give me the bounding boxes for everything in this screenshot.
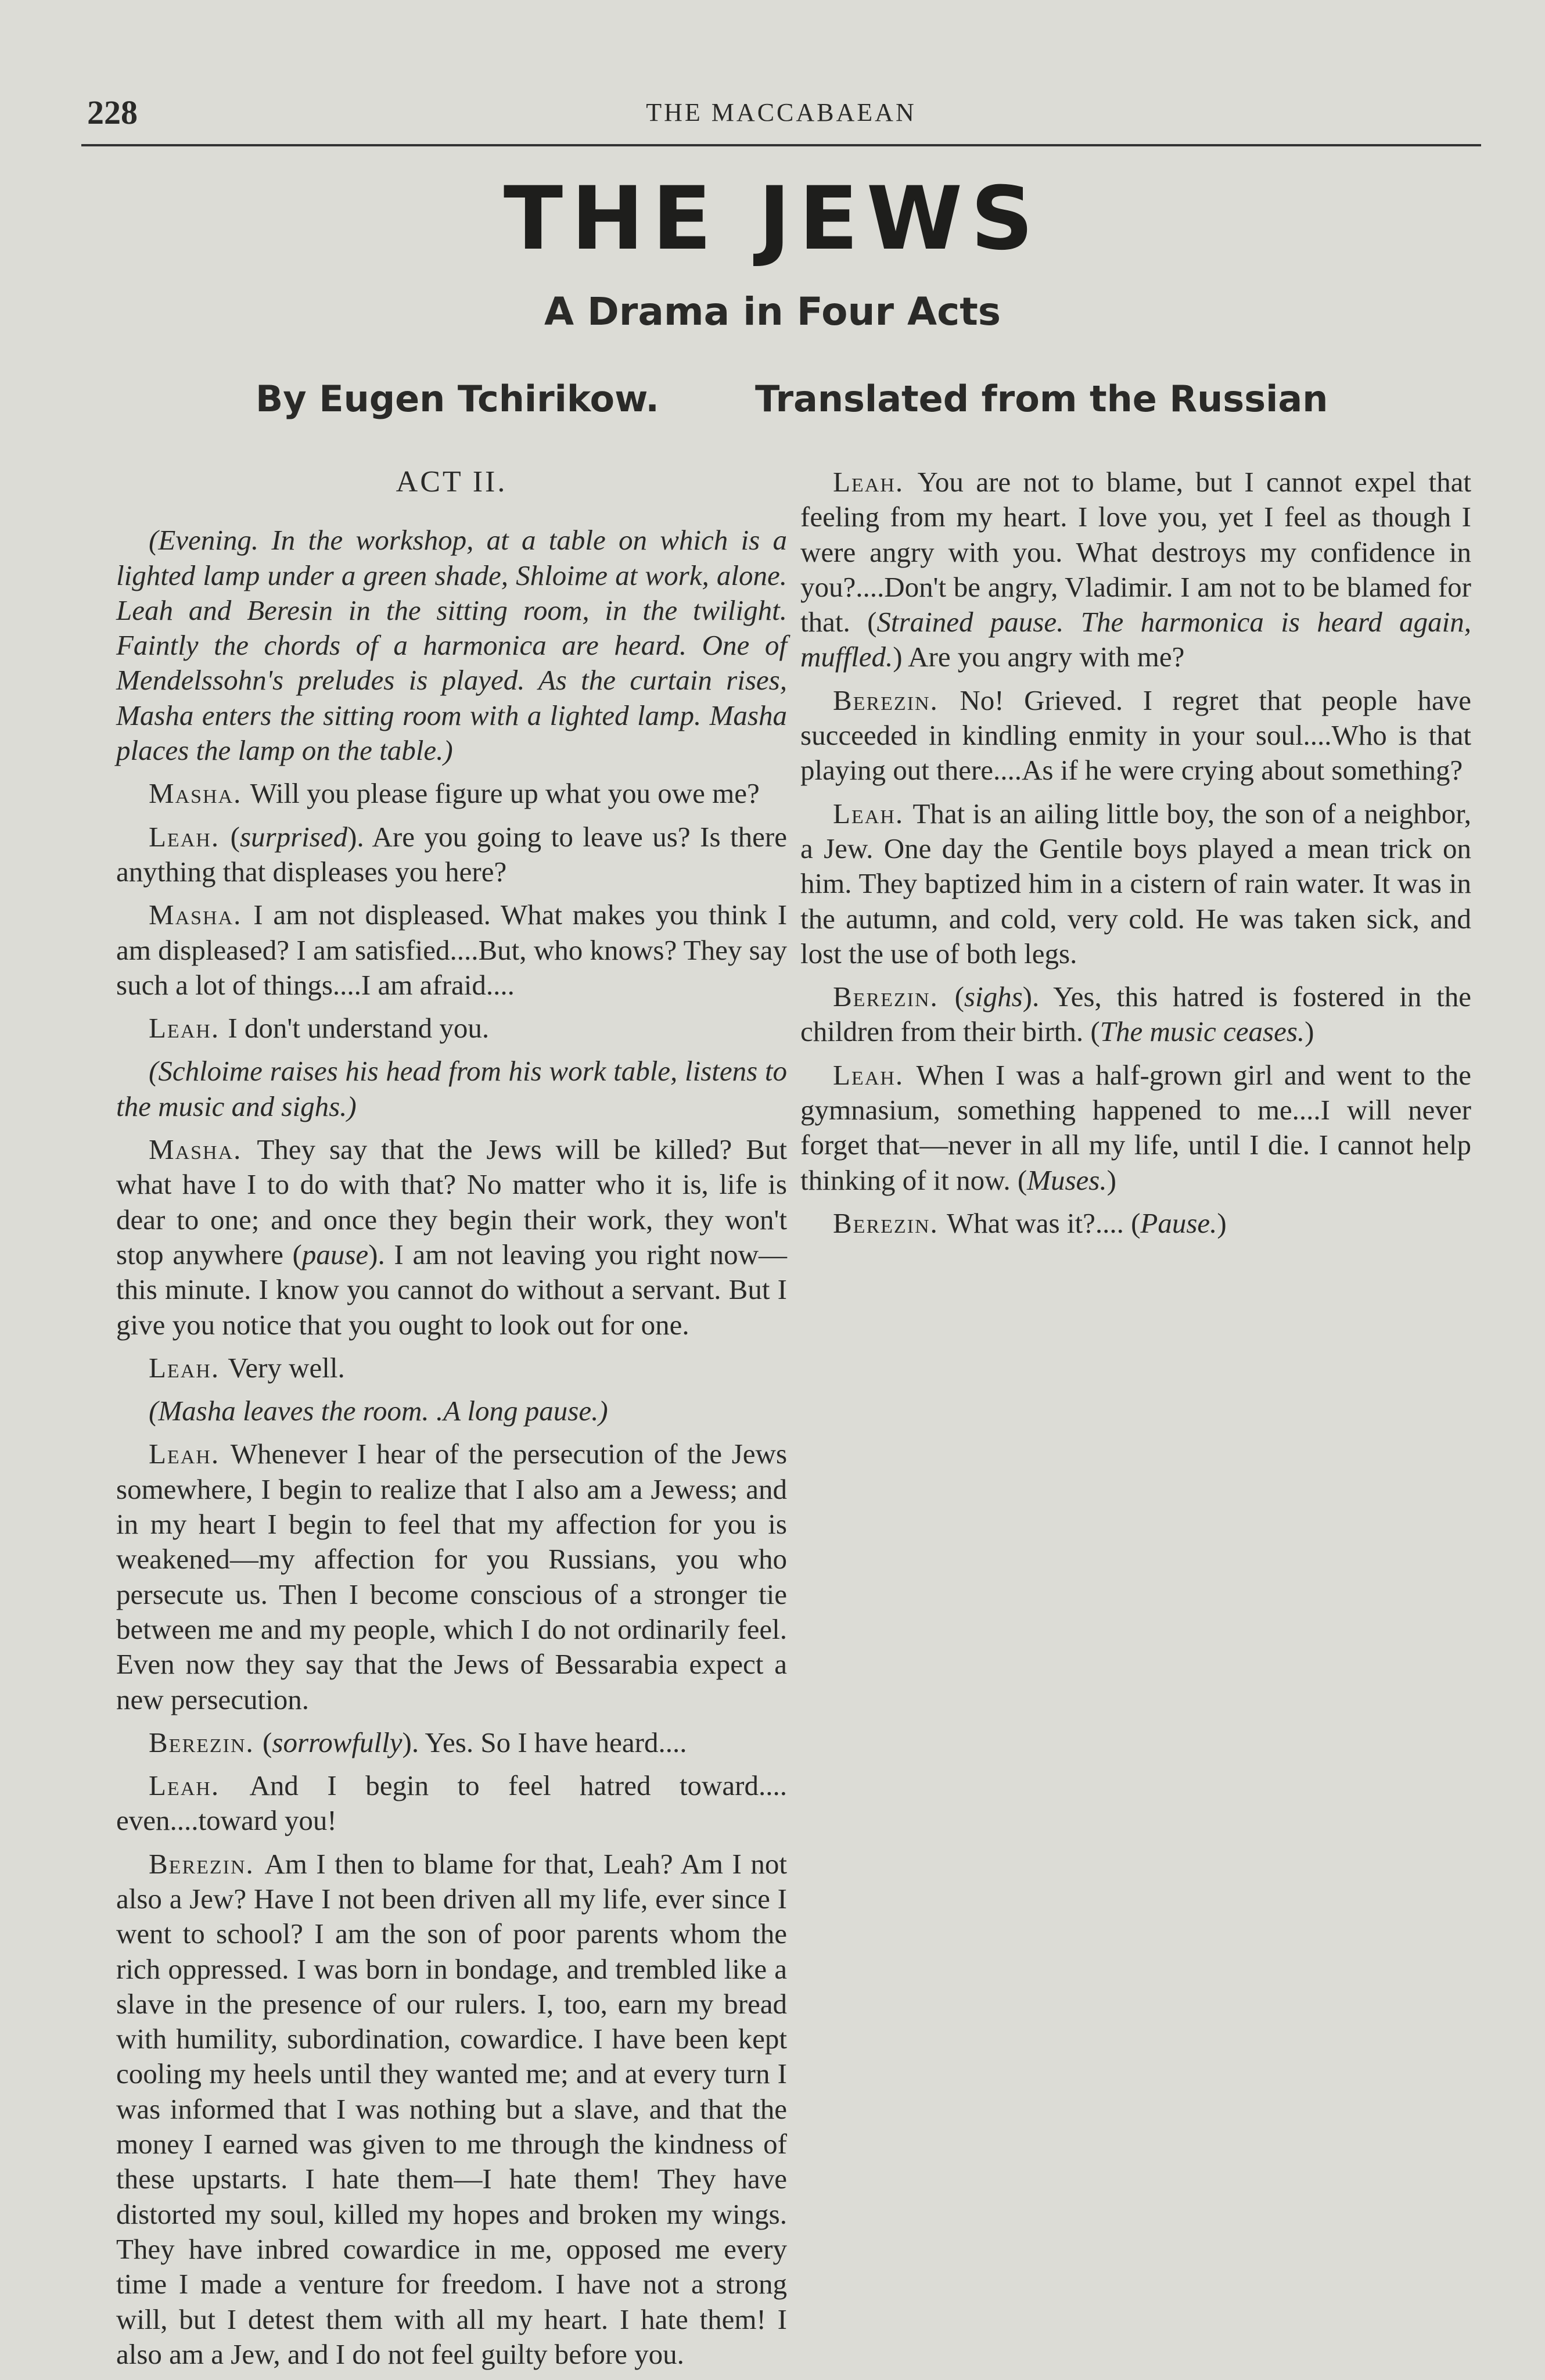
dialogue-text: They say that the Jews will be killed? But what have I to do with that? No matter who it is, life is dear to one; and once they begin their work, they won't stop anywhere: [116, 1133, 788, 1270]
journal-name: THE MACCABAEAN: [646, 98, 917, 127]
speaker-name: Masha .: [149, 899, 253, 931]
dialogue-paragraph: [116, 1768, 787, 1839]
inline-direction: ( Pause. ): [1131, 1207, 1227, 1239]
inline-direction: ( surprised ): [231, 821, 357, 853]
author: By Eugen Tchirikow.: [256, 378, 659, 420]
right-column: [800, 465, 1471, 1249]
dialogue-paragraph: [800, 683, 1471, 788]
article-title: THE JEWS: [503, 168, 1042, 270]
dialogue-text: You are not to blame, but I cannot expel that feeling from my heart. I love you, yet I feel as though I were angry with you. What destroys my confidence in you?....Don't be angry, Vladimir. I am not to be blamed for that.: [800, 466, 1471, 638]
dialogue-paragraph: [800, 1206, 1471, 1241]
speaker-name: Berezin .: [149, 1726, 263, 1758]
dialogue-text: Very well.: [228, 1351, 345, 1384]
dialogue-text: . Yes, this hatred is fostered in the children from their birth.: [800, 981, 1471, 1048]
stage-direction: (Evening. In the workshop, at a table on which is a lighted lamp under a green shade, Shloime at work, alone. Leah and Beresin in the sitting room, in the twilight. Faintly the chords of a harmonica are heard. One of Mendelssohn's preludes is played. As the curtain rises, Masha enters the sitting room with a lighted lamp. Masha places the lamp on the table.): [116, 524, 787, 767]
speaker-name: Masha .: [149, 777, 250, 809]
speaker-name: Berezin .: [833, 684, 960, 716]
dialogue-paragraph: [800, 1058, 1471, 1198]
article-subtitle: A Drama in Four Acts: [544, 289, 1001, 334]
speaker-name: Leah .: [149, 1352, 228, 1384]
dialogue-text: . I am not leaving you right now—this minute. I know you cannot do without a servant. But I give you notice that you ought to look out for one.: [116, 1238, 787, 1341]
stage-direction: (Masha leaves the room. .A long pause.): [149, 1395, 608, 1427]
dialogue-text: When I was a half-grown girl and went to the gymnasium, something happened to me....I will never forget that—never in all my life, until I die. I cannot help thinking of it now.: [800, 1058, 1471, 1196]
dialogue-text: . Yes. So I have heard....: [411, 1726, 687, 1758]
inline-direction: ( Muses. ): [1018, 1164, 1116, 1196]
dialogue-text: Whenever I hear of the persecution of the Jews somewhere, I begin to realize that I also am a Jewess; and in my heart I begin to feel that my affection for you is weakened—my affection for you Russians, you who persecute us. Then I become conscious of a stronger tie between me and my people, which I do not ordinarily feel. Even now they say that the Jews of Bessarabia expect a new persecution.: [116, 1438, 788, 1715]
left-column: [116, 465, 787, 2380]
speaker-name: Leah .: [149, 1769, 250, 1801]
dialogue-text: I am not displeased. What makes you think I am displeased? I am satisfied....But, who knows? They say such a lot of things....I am afraid....: [116, 899, 788, 1001]
stage-direction: (Schloime raises his head from his work table, listens to the music and sighs.): [116, 1055, 787, 1122]
dialogue-text: I don't understand you.: [228, 1012, 490, 1044]
inline-direction: ( The music ceases. ): [1090, 1015, 1314, 1047]
dialogue-text: No! Grieved. I regret that people have succeeded in kindling enmity in your soul....Who is that playing out there....As if he were crying about something?: [800, 684, 1471, 787]
dialogue-paragraph: [116, 1437, 787, 1717]
dialogue-paragraph: [116, 1725, 787, 1760]
dialogue-text: . Are you going to leave us? Is there anything that displeases you here?: [116, 820, 787, 888]
inline-direction: ( sighs ): [955, 981, 1032, 1013]
speaker-name: Berezin .: [833, 981, 955, 1013]
inline-direction: ( pause ): [293, 1239, 378, 1270]
speaker-name: Leah .: [833, 1059, 916, 1091]
speaker-name: Berezin .: [833, 1207, 947, 1239]
speaker-name: Leah .: [149, 821, 231, 853]
dialogue-paragraph: [800, 796, 1471, 971]
page-number: 228: [87, 94, 138, 131]
inline-direction: ( Strained pause. The harmonica is heard again, muffled. ): [800, 606, 1471, 673]
speaker-name: Berezin .: [149, 1848, 264, 1880]
dialogue-text: What was it?....: [947, 1207, 1131, 1239]
dialogue-text: Am I then to blame for that, Leah? Am I not also a Jew? Have I not been driven all my life, ever since I went to school? I am the son of poor parents whom the rich oppressed. I was born in bondage, and trembled like a slave in the presence of our rulers. I, too, earn my bread with humility, subordination, cowardice. I have been kept cooling my heels until they wanted me; and at every turn I was informed that I was nothing but a slave, and that the money I earned was given to me through the kindness of these upstarts. I hate them—I hate them! They have distorted my soul, killed my hopes and broken my wings. They have inbred cowardice in me, opposed me every time I made a venture for freedom. I have not a strong will, but I detest them with all my heart. I hate them! I also am a Jew, and I do not feel guilty before you.: [116, 1847, 787, 2370]
translation-note: Translated from the Russian: [755, 378, 1328, 420]
dialogue-text: And I begin to feel hatred toward.... even....toward you!: [116, 1769, 788, 1837]
dialogue-paragraph: [116, 1011, 787, 1046]
byline: [256, 378, 1417, 430]
dialogue-paragraph: [116, 820, 787, 890]
header-rule: [81, 144, 1481, 146]
dialogue-paragraph: [800, 465, 1471, 675]
dialogue-paragraph: [800, 979, 1471, 1050]
dialogue-text: Are you angry with me?: [902, 641, 1185, 673]
act-heading: ACT II.: [396, 465, 508, 498]
speaker-name: Leah .: [833, 798, 912, 830]
inline-direction: ( sorrowfully ): [263, 1726, 412, 1758]
dialogue-text: That is an ailing little boy, the son of a neighbor, a Jew. One day the Gentile boys played a mean trick on him. They baptized him in a cistern of rain water. It was in the autumn, and cold, very cold. He was taken sick, and lost the use of both legs.: [800, 797, 1471, 970]
running-header: [81, 93, 1481, 146]
speaker-name: Leah .: [149, 1438, 231, 1470]
dialogue-paragraph: [116, 1132, 787, 1342]
dialogue-paragraph: [116, 1351, 787, 1385]
dialogue-paragraph: [116, 776, 787, 811]
speaker-name: Leah .: [149, 1012, 228, 1044]
speaker-name: Masha .: [149, 1133, 257, 1165]
dialogue-text: Will you please figure up what you owe me?: [250, 777, 760, 810]
speaker-name: Leah .: [833, 466, 917, 498]
dialogue-paragraph: [116, 1847, 787, 2372]
dialogue-paragraph: [116, 898, 787, 1003]
